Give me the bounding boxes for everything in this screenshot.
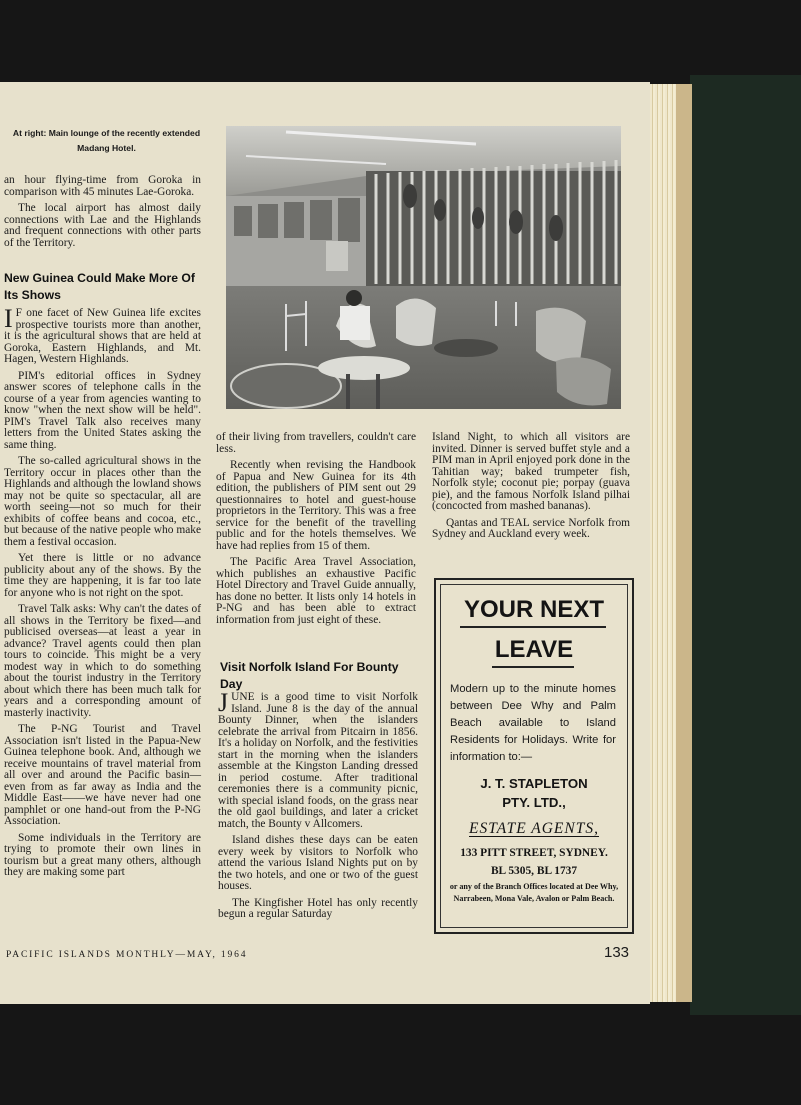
paragraph: The so-called agricultural shows in the Territory occur in places other than the Highlands and although the lowland shows may not be quite so spectacular, all are worth seeing—not so much for their exhibits of coffee beans and cocoa, etc., but because of the native people who make them a festival occasion. <box>4 455 201 548</box>
paragraph: Some individuals in the Territory are trying to promote their own lines in tourism but a great many others, although they are making some part <box>4 831 201 878</box>
ad-headline-2: LEAVE <box>494 636 574 663</box>
paragraph: Qantas and TEAL service Norfolk from Sydney and Auckland every week. <box>432 516 630 540</box>
drop-cap: J <box>218 688 229 717</box>
ad-headline-1: YOUR NEXT <box>463 596 604 623</box>
heading-new-guinea-shows: New Guinea Could Make More Of Its Shows <box>4 271 195 302</box>
column-1-article <box>4 304 201 879</box>
paragraph: Recently when revising the Handbook of Papua and New Guinea for its 4th edition, the publishers of PIM sent out 29 questionnaires to hotel and guest-house proprietors in the Territory. This was a free service for the benefit of the travelling public and for the hotels themselves. We have had replies from 15 of them. <box>216 459 416 552</box>
paragraph: an hour flying-time from Goroka in comparison with 45 minutes Lae-Goroka. <box>4 174 201 198</box>
paragraph: PIM's editorial offices in Sydney answer scores of telephone calls in the course of a year from agencies wanting to know "when the next show will be held". PIM's Travel Talk also receives many letters from the United States asking the same thing. <box>4 369 201 451</box>
column-2-norfolk <box>218 688 418 921</box>
ad-rule <box>460 626 606 628</box>
page-edges <box>650 84 692 1002</box>
column-1-intro <box>4 175 201 249</box>
paragraph: The P-NG Tourist and Travel Association isn't listed in the Papua-New Guinea telephone book. And, although we receive mountains of travel material from all over and around the Pacific basin—even from as far away as India and the Middle East——we have never had one pamphlet or one hand-out from the P-NG Association. <box>4 723 201 827</box>
lounge-photo-illustration <box>226 126 621 409</box>
column-3-article <box>432 432 630 541</box>
drop-cap: I <box>4 304 13 333</box>
paragraph: of their living from travellers, couldn't care less. <box>216 431 416 455</box>
ad-firm-name: J. T. STAPLETON <box>480 776 588 791</box>
first-paragraph: I F one facet of New Guinea life excites prospective tourists more than another, it is the agricultural shows that are held at Goroka, Eastern Highlands, and Mt. Hagen, Western Highlands. <box>4 304 201 365</box>
photo-caption: At right: Main lounge of the recently extended Madang Hotel. <box>12 128 201 153</box>
advertisement-box <box>434 578 634 934</box>
ad-address: 133 PITT STREET, SYDNEY. <box>460 847 608 859</box>
running-footer: PACIFIC ISLANDS MONTHLY—MAY, 1964 <box>6 950 248 960</box>
ad-phone: BL 5305, BL 1737 <box>490 865 578 877</box>
paragraph: The Kingfisher Hotel has only recently begun a regular Saturday <box>218 896 418 920</box>
ad-body-text: Modern up to the minute homes between Dee Why and Palm Beach available to Island Residents for Holidays. Write for information to:— <box>450 683 616 763</box>
paragraph: Travel Talk asks: Why can't the dates of all shows in the Territory be fixed—and publicised overseas—at least a year in advance? Travel agents could then plan tours to coincide. This might be a very modest way in which to do something about the tourist industry in the Territory about which there has been much talk for years and a corresponding amount of masterly inactivity. <box>4 603 201 719</box>
paragraph: Yet there is little or no advance publicity about any of the shows. By the time they are happening, it is far too late for anyone who is not right on the spot. <box>4 552 201 599</box>
book-binding <box>690 75 801 1015</box>
paragraph: The Pacific Area Travel Association, which publishes an exhaustive Pacific Hotel Directory and Travel Guide annually, has done no better. It lists only 14 hotels in P-NG and has been able to extract information from just eight of these. <box>216 556 416 626</box>
ad-firm-suffix: PTY. LTD., <box>502 795 566 810</box>
page-number: 133 <box>604 944 630 961</box>
ad-branches: or any of the Branch Offices located at Dee Why, Narrabeen, Mona Vale, Avalon or Palm Beach. <box>449 882 619 903</box>
paragraph: Island dishes these days can be eaten every week by visitors to Norfolk who attend the various Island Nights put on by the two hotels, and one or two of the guest houses. <box>218 834 418 892</box>
hotel-lounge-photo <box>226 126 621 409</box>
ad-rule <box>492 666 574 668</box>
paragraph: Island Night, to which all visitors are invited. Dinner is served buffet style and a PIM man in April enjoyed pork done in the Tahitian way; baked trumpeter fish, Norfolk style; coconut pie; porpay (guava pie), and the famous Norfolk Island pilhai (concocted from mashed bananas). <box>432 431 630 512</box>
heading-norfolk-island: Visit Norfolk Island For Bounty Day <box>220 660 399 691</box>
first-paragraph: JUNE is a good time to visit Norfolk Island. June 8 is the day of the annual Bounty Dinner, when the islanders celebrate the arrival from Pitcairn in 1856. It's a holiday on Norfolk, and the festivities start in the morning when the islanders assemble at the Kingston Landing dressed in period costume. After traditional ceremonies there is a community picnic, with special island foods, on the grass near the old gaol buildings, and later a cricket match, the Bounty v Allcomers. <box>218 688 418 830</box>
ad-estate-agents: ESTATE AGENTS, <box>469 820 599 837</box>
paragraph: The local airport has almost daily connections with Lae and the Highlands and frequent connections with other parts of the Territory. <box>4 202 201 249</box>
column-2-article <box>216 432 416 626</box>
